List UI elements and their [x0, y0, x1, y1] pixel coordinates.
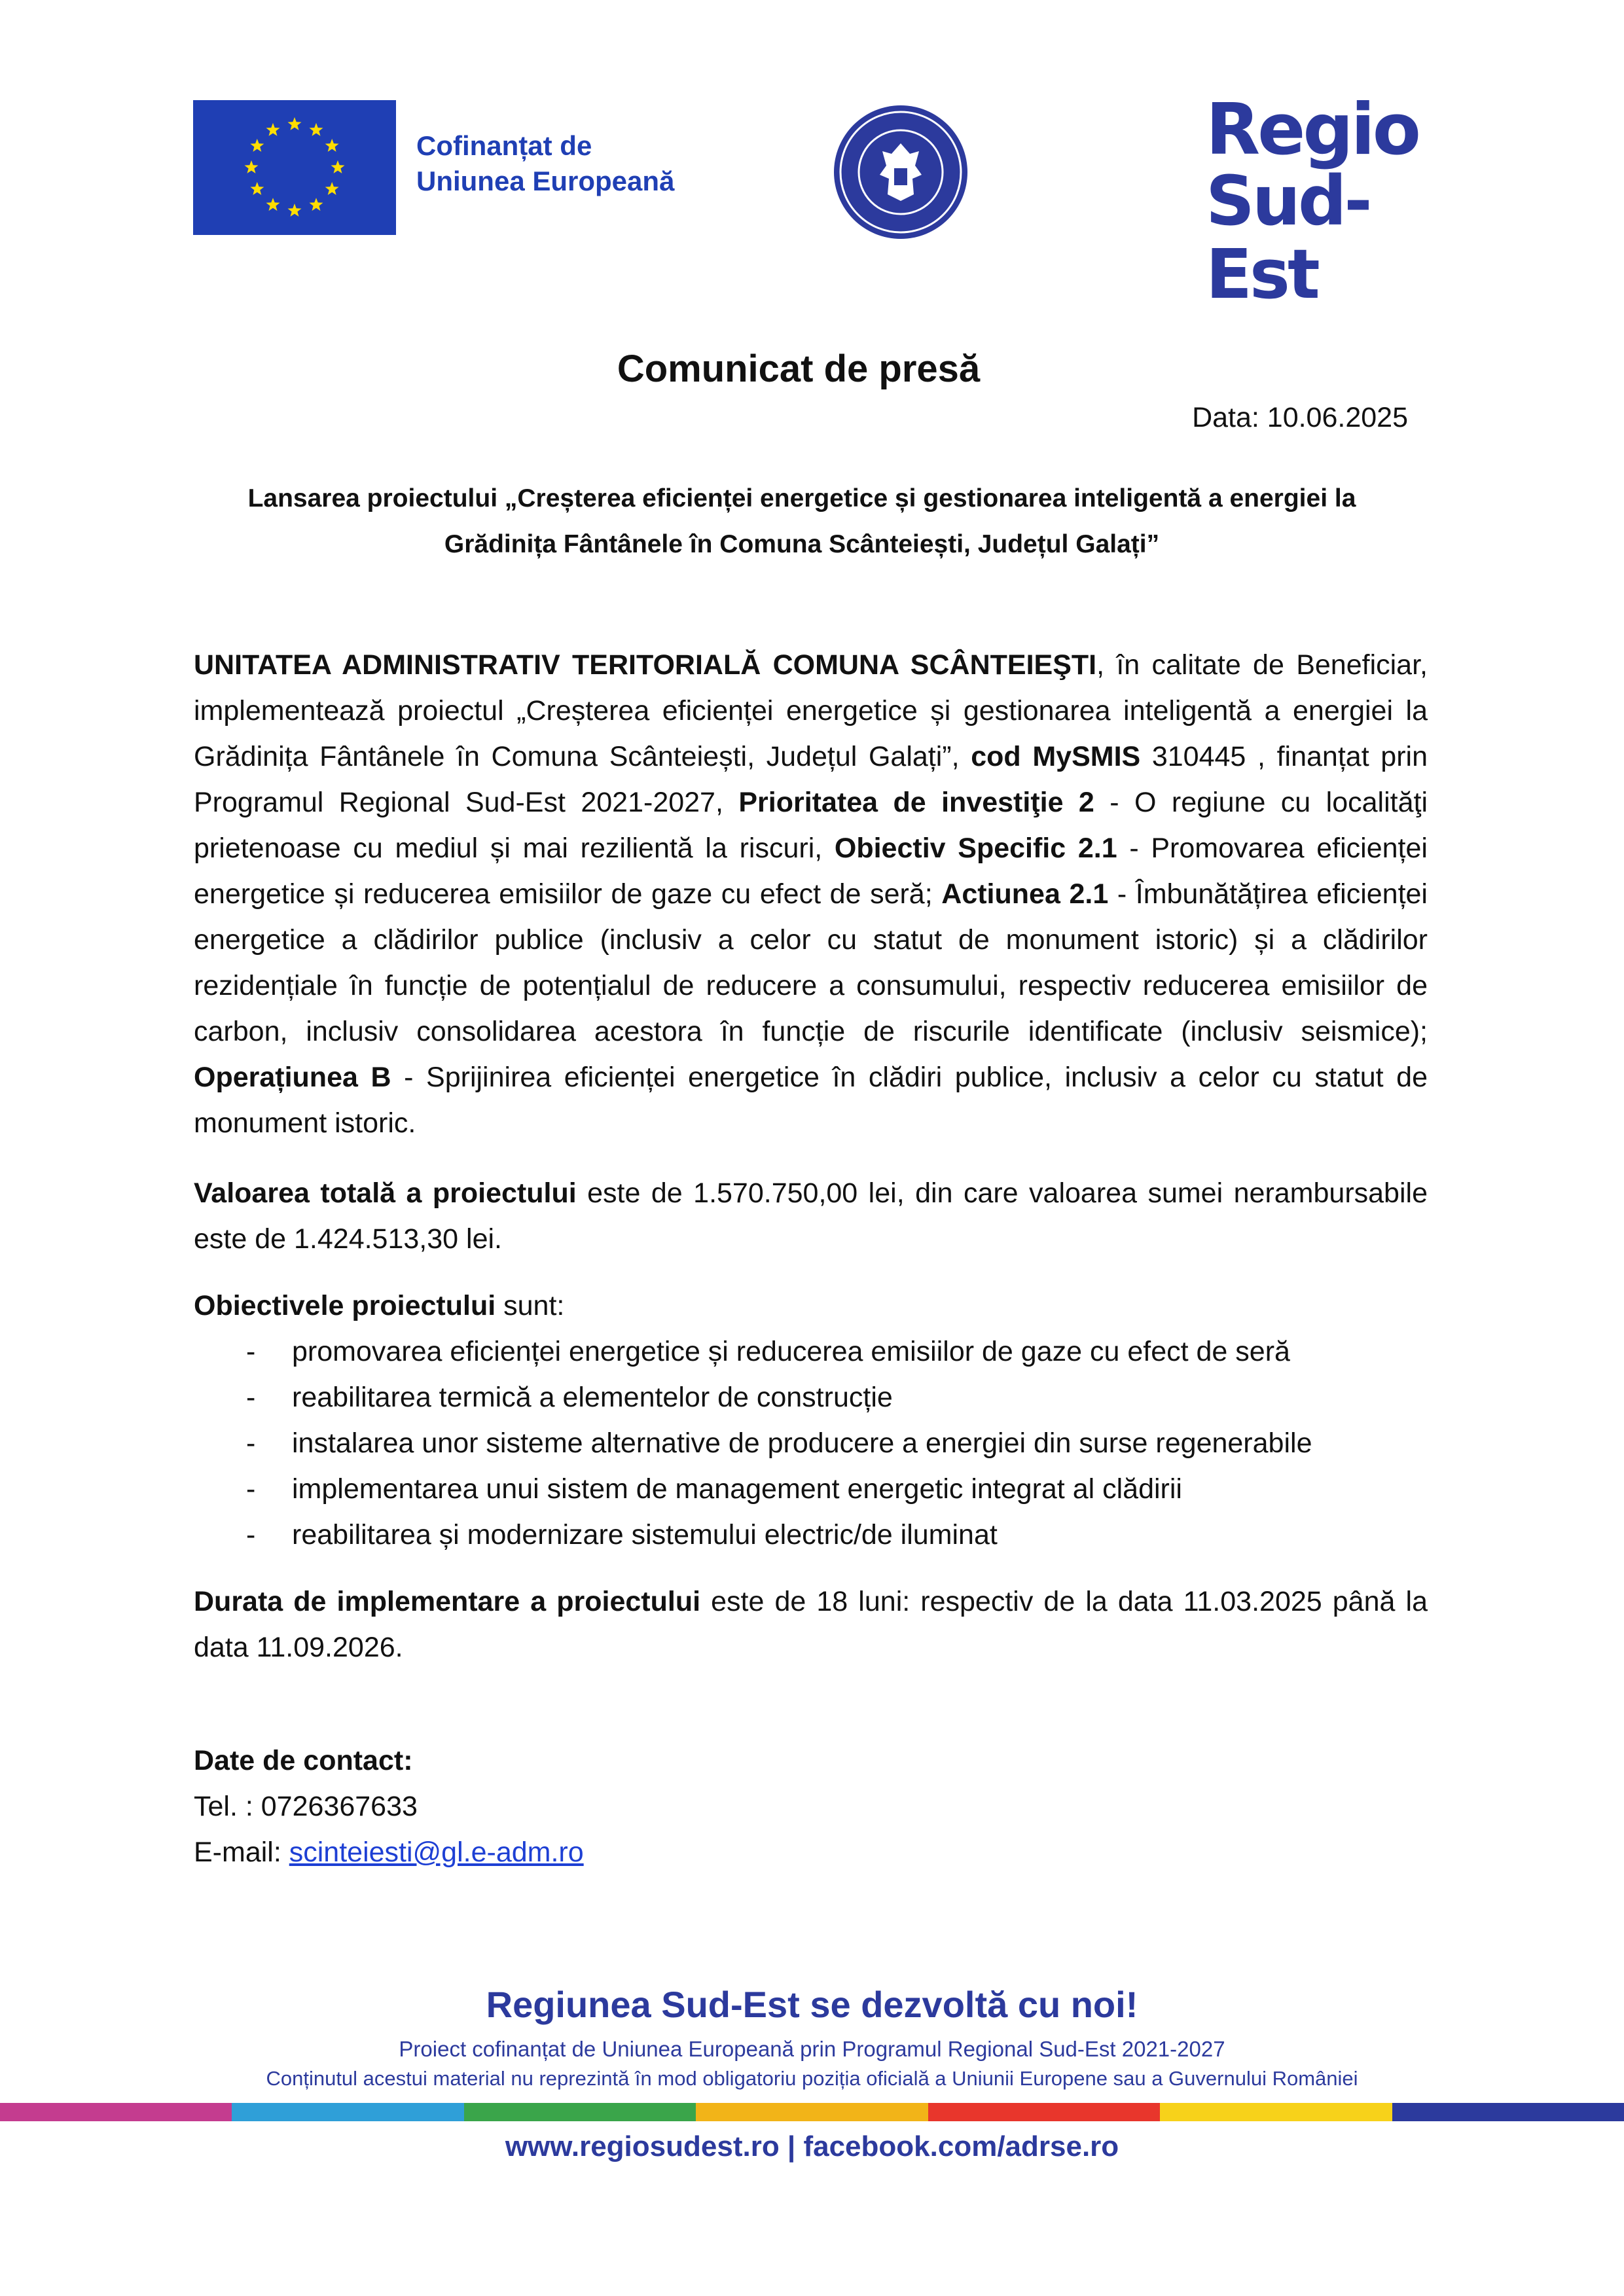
color-band-segment	[696, 2103, 928, 2121]
subtitle	[209, 476, 1394, 567]
list-item-text: implementarea unui sistem de management energetic integrat al clădirii	[292, 1473, 1182, 1505]
eu-text-line1: Cofinanțat de	[416, 130, 592, 161]
list-item	[194, 1374, 1312, 1420]
page-title: Comunicat de presă	[617, 348, 981, 390]
cod-mysmis-label: cod MySMIS	[971, 741, 1141, 772]
eu-cofinanced-label	[416, 128, 674, 199]
list-item-text: instalarea unor sisteme alternative de producere a energiei din surse regenerabile	[292, 1427, 1312, 1459]
project-description-paragraph	[194, 642, 1428, 1146]
total-value-label: Valoarea totală a proiectului	[194, 1177, 577, 1209]
paragraph-text: - Promovarea eficienței energetice și reducerea emisiilor de gaze cu efect de seră;	[194, 833, 1428, 910]
actiune-label: Actiunea 2.1	[941, 878, 1109, 910]
paragraph-text: , în calitate de Beneficiar, implementează proiectul „Creșterea eficienței energetice și gestionarea inteligentă a energiei la Grădinița Fântânele în Comuna Scânteiești, Județul Galați”,	[194, 649, 1428, 772]
prioritate-label: Prioritatea de investiţie 2	[738, 787, 1094, 818]
email-label: E-mail:	[194, 1837, 289, 1868]
bullet-dash: -	[246, 1473, 256, 1505]
subtitle-line2: Grădinița Fântânele în Comuna Scânteiești, Județul Galați”	[444, 530, 1160, 558]
list-item	[194, 1420, 1312, 1466]
paragraph-text: - Îmbunătățirea eficienței energetice a clădirilor publice (inclusiv a celor cu statut de monument istoric) și a clădirilor rezidențiale în funcție de potențialul de reducere a consumului, respectiv reducerea emisiilor de carbon, inclusiv consolidarea acestora în funcție de riscurile identificate (inclusiv seismice);	[194, 878, 1428, 1047]
eu-flag-logo	[193, 100, 396, 235]
list-item	[194, 1466, 1312, 1512]
subtitle-line1: Lansarea proiectului „Creșterea eficienței energetice și gestionarea inteligentă a energiei la	[247, 484, 1356, 512]
footer-links[interactable]: www.regiosudest.ro | facebook.com/adrse.ro	[505, 2130, 1119, 2162]
paragraph-text: - Sprijinirea eficienței energetice în clădiri publice, inclusiv a celor cu statut de monument istoric.	[194, 1062, 1428, 1139]
obiectiv-label: Obiectiv Specific 2.1	[834, 833, 1117, 864]
eu-text-line2: Uniunea Europeană	[416, 166, 675, 196]
implementation-duration-paragraph	[194, 1579, 1428, 1670]
regio-logo-line2: Sud-Est	[1206, 161, 1370, 314]
objectives-list	[194, 1329, 1312, 1558]
regio-sud-est-logo	[1206, 89, 1428, 314]
contact-heading: Date de contact:	[194, 1745, 413, 1776]
bullet-dash: -	[246, 1427, 256, 1459]
operatiune-label: Operațiunea B	[194, 1062, 391, 1093]
list-item	[194, 1329, 1312, 1374]
paragraph-text: 310445 , finanțat prin Programul Regional Sud-Est 2021-2027,	[194, 741, 1428, 818]
paragraph-text: este de 1.570.750,00 lei, din care valoarea sumei nerambursabile este de 1.424.513,30 lei.	[194, 1177, 1428, 1255]
paragraph-text: este de 18 luni: respectiv de la data 11.03.2025 până la data 11.09.2026.	[194, 1586, 1428, 1663]
footer-slogan: Regiunea Sud-Est se dezvoltă cu noi!	[486, 1984, 1138, 2025]
duration-label: Durata de implementare a proiectului	[194, 1586, 701, 1617]
contact-phone: Tel. : 0726367633	[194, 1791, 418, 1822]
objectives-suffix: sunt:	[496, 1290, 565, 1321]
color-band-segment	[232, 2103, 463, 2121]
list-item-text: promovarea eficienței energetice și reducerea emisiilor de gaze cu efect de seră	[292, 1336, 1290, 1367]
objectives-label: Obiectivele proiectului	[194, 1290, 496, 1321]
color-band-segment	[464, 2103, 696, 2121]
bullet-dash: -	[246, 1336, 256, 1367]
list-item	[194, 1512, 1312, 1558]
color-band-segment	[1392, 2103, 1624, 2121]
paragraph-text: - O regiune cu localităţi prietenoase cu mediul și mai rezilientă la riscuri,	[194, 787, 1428, 864]
color-band-segment	[928, 2103, 1160, 2121]
footer-color-band	[0, 2103, 1624, 2121]
list-item-text: reabilitarea termică a elementelor de construcție	[292, 1382, 893, 1413]
footer-cofinancing-note: Proiect cofinanțat de Uniunea Europeană prin Programul Regional Sud-Est 2021-2027	[399, 2037, 1225, 2061]
press-release-date: Data: 10.06.2025	[1192, 402, 1408, 433]
eu-stars-icon	[193, 100, 396, 235]
regio-logo-line1: Regio	[1206, 89, 1418, 171]
color-band-segment	[1160, 2103, 1392, 2121]
project-value-paragraph	[194, 1170, 1428, 1262]
footer-disclaimer: Conținutul acestui material nu reprezintă în mod obligatoriu poziția oficială a Uniunii Europene sau a Guvernului României	[266, 2067, 1358, 2090]
beneficiary-name: UNITATEA ADMINISTRATIV TERITORIALĂ COMUNA SCÂNTEIEŞTI	[194, 649, 1097, 681]
bullet-dash: -	[246, 1382, 256, 1413]
contact-email-row	[194, 1829, 584, 1875]
bullet-dash: -	[246, 1519, 256, 1551]
email-link[interactable]: scinteiesti@gl.e-adm.ro	[289, 1837, 584, 1868]
objectives-heading	[194, 1283, 564, 1329]
government-seal-logo	[831, 103, 970, 242]
color-band-segment	[0, 2103, 232, 2121]
list-item-text: reabilitarea și modernizare sistemului electric/de iluminat	[292, 1519, 998, 1551]
